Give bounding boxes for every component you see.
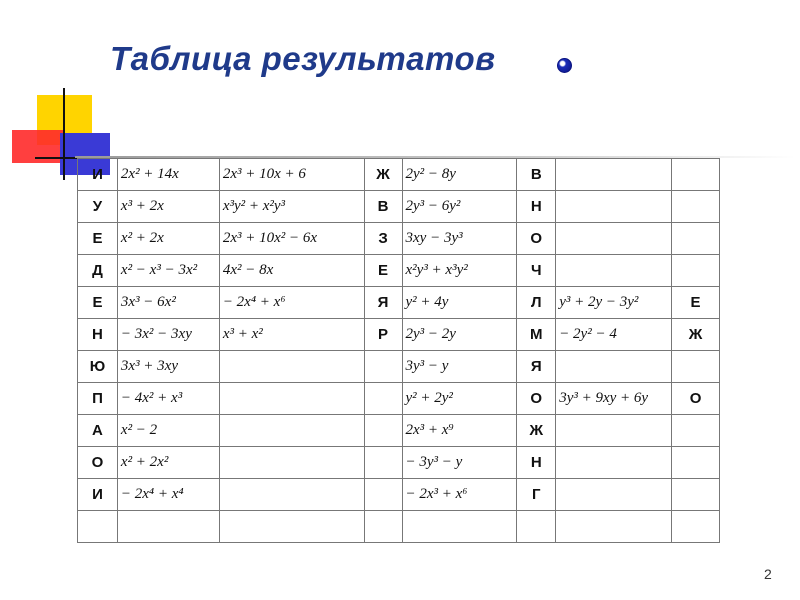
expression-cell: − 4x² + x³	[117, 383, 219, 415]
letter-cell	[364, 351, 402, 383]
table-row	[78, 479, 720, 511]
letter-cell: Е	[672, 287, 720, 319]
letter-cell: А	[78, 415, 118, 447]
expression-cell	[556, 351, 672, 383]
expression-cell: 2x² + 14x	[117, 159, 219, 191]
expression-cell: 3x³ − 6x²	[117, 287, 219, 319]
letter-cell: О	[672, 383, 720, 415]
letter-cell: З	[364, 223, 402, 255]
page-number: 2	[764, 566, 772, 582]
expression-cell	[556, 447, 672, 479]
letter-cell: М	[517, 319, 556, 351]
expression-cell: − 3y³ − y	[402, 447, 517, 479]
letter-cell: Я	[364, 287, 402, 319]
letter-cell: И	[78, 479, 118, 511]
table-row	[78, 191, 720, 223]
expression-cell: x² + 2x	[117, 223, 219, 255]
expression-cell	[219, 511, 364, 543]
expression-cell: 3x³ + 3xy	[117, 351, 219, 383]
letter-cell	[364, 383, 402, 415]
letter-cell: Е	[78, 287, 118, 319]
letter-cell: Г	[517, 479, 556, 511]
decor-vertical-line	[63, 88, 65, 180]
expression-cell: x³ + x²	[219, 319, 364, 351]
letter-cell: Д	[78, 255, 118, 287]
letter-cell: Ю	[78, 351, 118, 383]
letter-cell	[672, 191, 720, 223]
letter-cell	[672, 511, 720, 543]
letter-cell: Ж	[364, 159, 402, 191]
expression-cell: x²y³ + x³y²	[402, 255, 517, 287]
letter-cell: Я	[517, 351, 556, 383]
letter-cell	[672, 223, 720, 255]
results-table-body	[78, 159, 720, 543]
expression-cell: 2y³ − 2y	[402, 319, 517, 351]
letter-cell: Е	[78, 223, 118, 255]
expression-cell	[402, 511, 517, 543]
letter-cell: Ж	[672, 319, 720, 351]
letter-cell: Е	[364, 255, 402, 287]
letter-cell: И	[78, 159, 118, 191]
letter-cell	[672, 479, 720, 511]
page-title: Таблица результатов	[110, 40, 496, 77]
results-table	[77, 158, 720, 543]
expression-cell	[556, 479, 672, 511]
expression-cell	[556, 223, 672, 255]
expression-cell: 4x² − 8x	[219, 255, 364, 287]
letter-cell: Н	[517, 191, 556, 223]
table-row	[78, 319, 720, 351]
expression-cell	[556, 191, 672, 223]
expression-cell: 2x³ + x⁹	[402, 415, 517, 447]
bullet-icon	[557, 58, 572, 73]
expression-cell: − 2x⁴ + x⁴	[117, 479, 219, 511]
expression-cell: 2y³ − 6y²	[402, 191, 517, 223]
expression-cell	[556, 511, 672, 543]
letter-cell: Н	[517, 447, 556, 479]
letter-cell	[364, 415, 402, 447]
expression-cell: y³ + 2y − 3y²	[556, 287, 672, 319]
table-row	[78, 223, 720, 255]
expression-cell	[556, 255, 672, 287]
letter-cell: В	[517, 159, 556, 191]
letter-cell: О	[78, 447, 118, 479]
letter-cell: О	[517, 223, 556, 255]
letter-cell: У	[78, 191, 118, 223]
letter-cell: В	[364, 191, 402, 223]
letter-cell: Ж	[517, 415, 556, 447]
expression-cell: 2x³ + 10x + 6	[219, 159, 364, 191]
expression-cell	[556, 415, 672, 447]
expression-cell: 3y³ + 9xy + 6y	[556, 383, 672, 415]
letter-cell: Н	[78, 319, 118, 351]
letter-cell	[672, 159, 720, 191]
letter-cell	[364, 479, 402, 511]
expression-cell	[556, 159, 672, 191]
expression-cell: x³y² + x²y³	[219, 191, 364, 223]
expression-cell: 2x³ + 10x² − 6x	[219, 223, 364, 255]
table-row	[78, 159, 720, 191]
letter-cell: Р	[364, 319, 402, 351]
letter-cell	[672, 415, 720, 447]
expression-cell: y² + 4y	[402, 287, 517, 319]
expression-cell: x² − x³ − 3x²	[117, 255, 219, 287]
letter-cell	[78, 511, 118, 543]
letter-cell	[672, 255, 720, 287]
expression-cell: 3xy − 3y³	[402, 223, 517, 255]
expression-cell: x² + 2x²	[117, 447, 219, 479]
expression-cell: 3y³ − y	[402, 351, 517, 383]
expression-cell	[219, 479, 364, 511]
table-row	[78, 383, 720, 415]
table-row	[78, 415, 720, 447]
expression-cell	[219, 415, 364, 447]
letter-cell	[672, 447, 720, 479]
letter-cell	[672, 351, 720, 383]
letter-cell: Ч	[517, 255, 556, 287]
expression-cell: − 2y² − 4	[556, 319, 672, 351]
letter-cell: Л	[517, 287, 556, 319]
expression-cell: x³ + 2x	[117, 191, 219, 223]
table-row	[78, 287, 720, 319]
expression-cell: 2y² − 8y	[402, 159, 517, 191]
expression-cell	[219, 351, 364, 383]
expression-cell	[219, 447, 364, 479]
expression-cell: y² + 2y²	[402, 383, 517, 415]
expression-cell: − 2x³ + x⁶	[402, 479, 517, 511]
expression-cell: − 2x⁴ + x⁶	[219, 287, 364, 319]
letter-cell	[364, 447, 402, 479]
table-row	[78, 255, 720, 287]
letter-cell	[517, 511, 556, 543]
letter-cell: О	[517, 383, 556, 415]
expression-cell: − 3x² − 3xy	[117, 319, 219, 351]
table-row	[78, 511, 720, 543]
table-row	[78, 447, 720, 479]
letter-cell	[364, 511, 402, 543]
table-row	[78, 351, 720, 383]
expression-cell: x² − 2	[117, 415, 219, 447]
expression-cell	[117, 511, 219, 543]
letter-cell: П	[78, 383, 118, 415]
expression-cell	[219, 383, 364, 415]
